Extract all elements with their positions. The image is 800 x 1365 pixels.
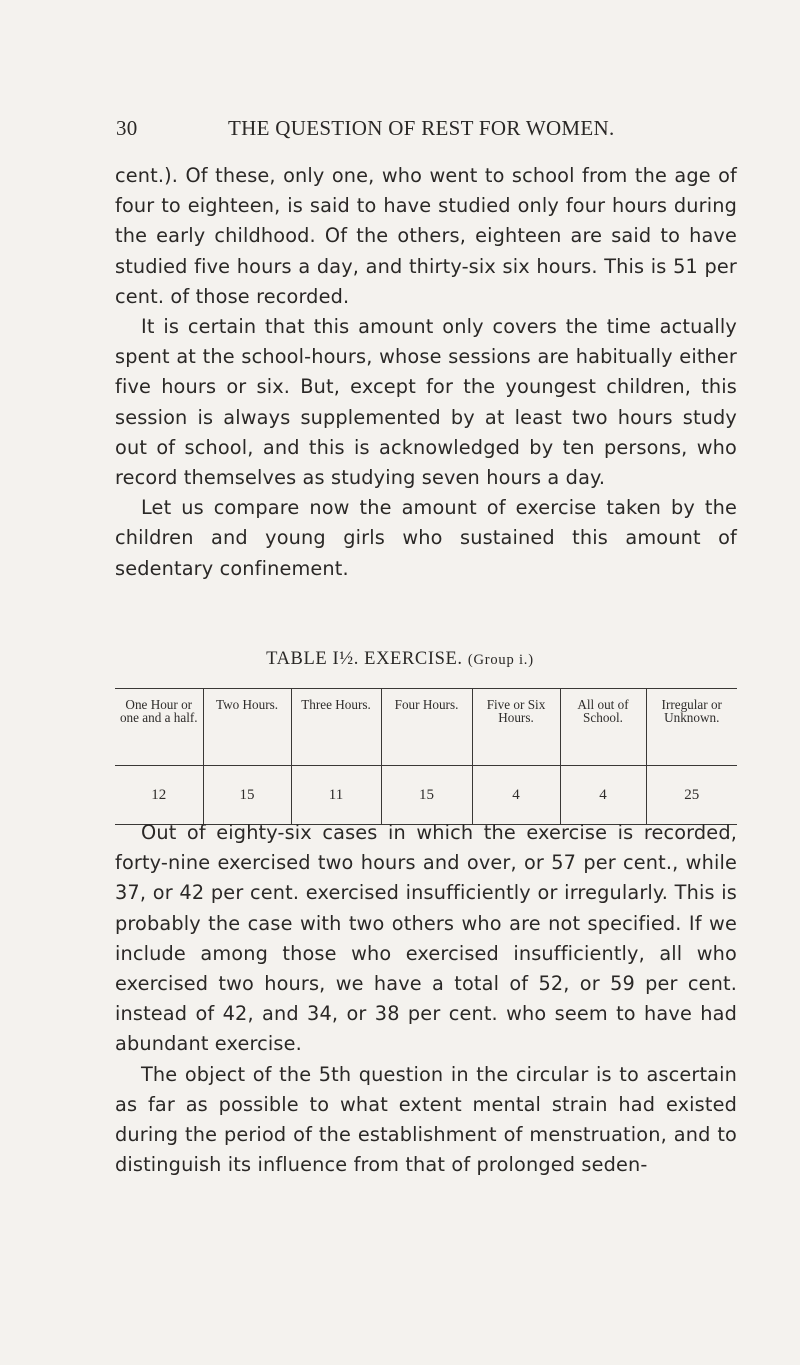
- table-title-group: (Group i.): [467, 652, 534, 668]
- table-title: [0, 649, 800, 670]
- paragraph-fifth-question: The object of the 5th question in the circular is to ascertain as far as possible to what extent mental strain had existed during the period of the establishment of menstruation, and to distinguish its influence from that of prolonged seden-: [115, 1062, 737, 1177]
- exercise-table: [115, 688, 737, 825]
- table-cell: 11: [291, 766, 381, 825]
- page-number: 30: [116, 116, 138, 140]
- body-text-bottom: [115, 818, 737, 1180]
- column-header: One Hour or one and a half.: [119, 697, 198, 725]
- paragraph-continued: cent.). Of these, only one, who went to school from the age of four to eighteen, is said to have studied only four hours during the early childhood. Of the others, eighteen are said to have studied five hours a day, and thirty-six six hours. This is 51 per cent. of those recorded.: [115, 164, 737, 308]
- paragraph-school-hours: It is certain that this amount only covers the time actually spent at the school-hours, whose sessions are habitually either five hours or six. But, except for the youngest children, this session is always supplemented by at least two hours study out of school, and this is acknowledged by ten persons, who record themselves as studying seven hours a day.: [115, 315, 737, 490]
- column-header: Four Hours.: [381, 689, 472, 766]
- table-cell: 15: [381, 766, 472, 825]
- table-cell: 25: [646, 766, 737, 825]
- column-header: Three Hours.: [291, 689, 381, 766]
- column-header: Two Hours.: [203, 689, 291, 766]
- table-header-row: [115, 689, 737, 766]
- column-header: Five or Six Hours.: [472, 689, 560, 766]
- paragraph-exercise-cases: Out of eighty-six cases in which the exercise is recorded, forty-nine exercised two hours and over, or 57 per cent., while 37, or 42 per cent. exercised insufficiently or irregularly. This is probably the case with two others who are not specified. If we include among those who exercised insufficiently, all who exercised two hours, we have a total of 52, or 59 per cent. instead of 42, and 34, or 38 per cent. who seem to have had abundant exercise.: [115, 821, 737, 1056]
- table-cell: 4: [472, 766, 560, 825]
- column-header: All out of School.: [560, 689, 646, 766]
- table-cell: 15: [203, 766, 291, 825]
- table-cell: 4: [560, 766, 646, 825]
- running-head: [116, 116, 736, 146]
- table-cell: 12: [151, 786, 167, 803]
- table-row: [115, 766, 737, 825]
- table-title-main: TABLE I½. EXERCISE.: [266, 649, 463, 669]
- running-title: THE QUESTION OF REST FOR WOMEN.: [228, 116, 615, 140]
- paragraph-compare-exercise: Let us compare now the amount of exercise taken by the children and young girls who sustained this amount of sedentary confinement.: [115, 496, 737, 580]
- body-text-top: [115, 161, 737, 584]
- column-header: Irregular or Unknown.: [646, 689, 737, 766]
